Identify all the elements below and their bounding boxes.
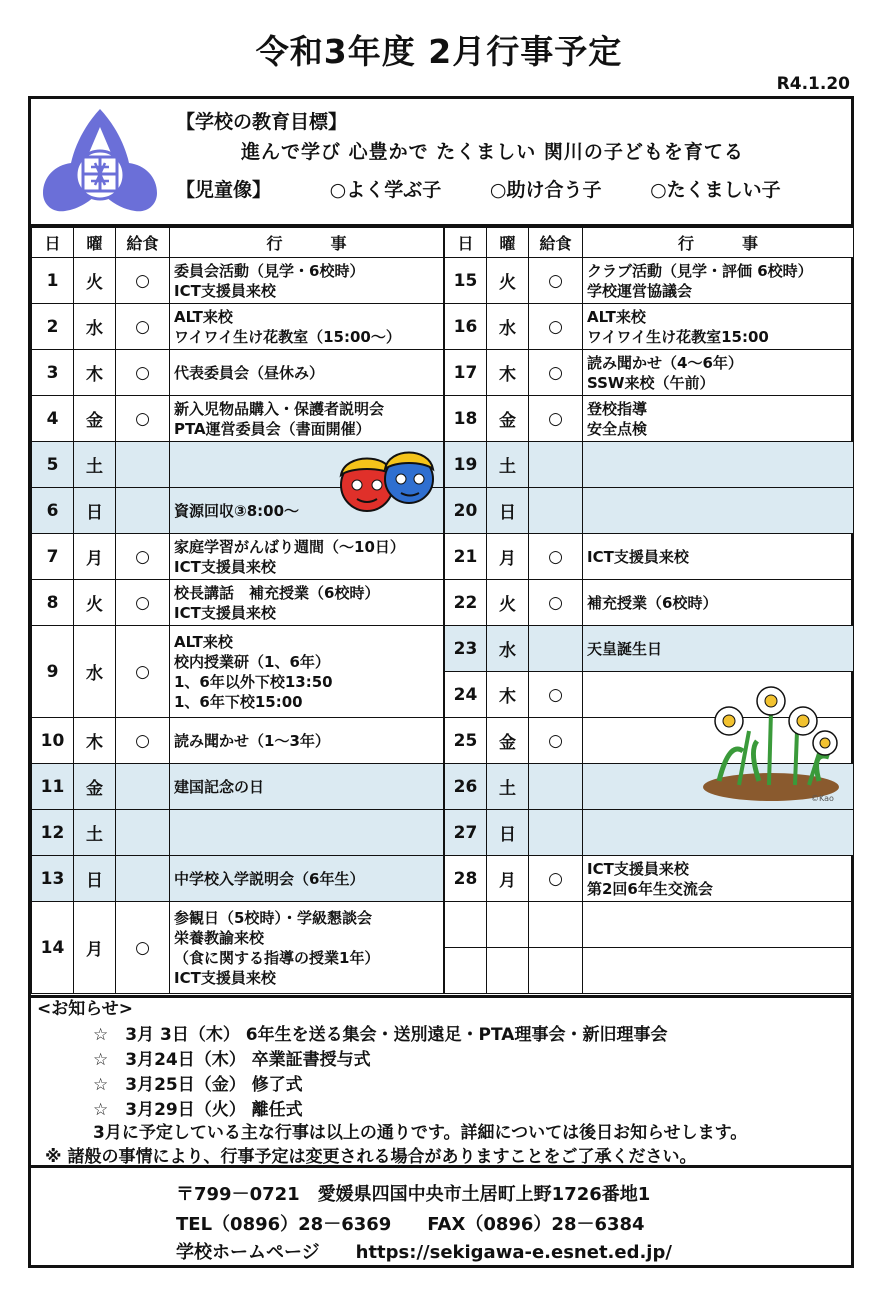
event-line: 委員会活動（見学・6校時）	[174, 261, 365, 280]
lunch-cell: ○	[116, 626, 170, 718]
event-cell	[583, 304, 854, 350]
weekday-cell: 木	[74, 350, 116, 396]
day-cell: 4	[32, 396, 74, 442]
weekday-cell: 水	[74, 626, 116, 718]
weekday-cell: 土	[74, 810, 116, 856]
child-ideal	[176, 175, 781, 202]
event-line: 学校運営協議会	[587, 281, 693, 300]
lunch-cell: ○	[116, 718, 170, 764]
lunch-cell: ○	[529, 580, 583, 626]
event-line: 資源回収③8:00～	[174, 501, 300, 520]
weekday-cell: 月	[74, 534, 116, 580]
event-line: 安全点検	[587, 419, 648, 438]
col-header-day: 日	[32, 228, 74, 258]
school-emblem-icon	[39, 105, 161, 217]
event-line: ICT支援員来校	[174, 557, 276, 576]
day-cell: 1	[32, 258, 74, 304]
lunch-cell: ○	[529, 534, 583, 580]
lunch-cell	[116, 856, 170, 902]
lunch-cell: ○	[529, 350, 583, 396]
event-line: 新入児物品購入・保護者説明会	[174, 399, 385, 418]
weekday-cell: 水	[487, 304, 529, 350]
schedule-row	[32, 396, 444, 442]
day-cell: 28	[445, 856, 487, 902]
school-phone-fax: TEL（0896）28－6369 FAX（0896）28－6384	[176, 1214, 645, 1235]
schedule-row	[32, 856, 444, 902]
col-header-event: 行 事	[170, 228, 444, 258]
event-cell	[170, 810, 444, 856]
event-line: 家庭学習がんばり週間（～10日）	[174, 537, 405, 556]
event-cell	[583, 626, 854, 672]
schedule-frame	[28, 96, 854, 1268]
weekday-cell: 金	[74, 764, 116, 810]
day-cell: 3	[32, 350, 74, 396]
weekday-cell: 金	[487, 396, 529, 442]
col-header-day: 日	[445, 228, 487, 258]
day-cell: 25	[445, 718, 487, 764]
goal-text: 進んで学び 心豊かで たくましい 関川の子どもを育てる	[241, 141, 744, 163]
lunch-cell	[116, 764, 170, 810]
event-cell	[170, 396, 444, 442]
weekday-cell: 金	[487, 718, 529, 764]
event-line: クラブ活動（見学・評価 6校時）	[587, 261, 813, 280]
lunch-cell	[116, 488, 170, 534]
notice-title: <お知らせ>	[37, 999, 133, 1019]
lunch-cell	[529, 488, 583, 534]
lunch-cell: ○	[529, 672, 583, 718]
event-line: 参観日（5校時）・学級懇談会	[174, 908, 372, 927]
notice-section	[31, 995, 851, 1165]
event-line: 建国記念の日	[174, 777, 265, 796]
lunch-cell: ○	[529, 258, 583, 304]
child-item: ○助け合う子	[489, 179, 602, 201]
event-cell	[583, 258, 854, 304]
event-line: ICT支援員来校	[174, 968, 276, 987]
lunch-cell: ○	[116, 304, 170, 350]
day-cell: 12	[32, 810, 74, 856]
event-cell	[583, 396, 854, 442]
schedule-row	[445, 626, 854, 672]
schedule-row	[32, 350, 444, 396]
col-header-event: 行 事	[583, 228, 854, 258]
schedule-row	[32, 626, 444, 718]
event-cell	[170, 902, 444, 994]
day-cell	[445, 948, 487, 994]
day-cell: 17	[445, 350, 487, 396]
schedule-row	[32, 304, 444, 350]
weekday-cell: 月	[74, 902, 116, 994]
event-line: 登校指導	[587, 399, 648, 418]
event-line: 栄養教諭来校	[174, 928, 265, 947]
weekday-cell: 日	[74, 856, 116, 902]
event-line: ICT支援員来校	[587, 547, 689, 566]
event-cell	[170, 718, 444, 764]
lunch-cell: ○	[116, 902, 170, 994]
schedule-table-left	[31, 227, 444, 994]
lunch-cell: ○	[116, 258, 170, 304]
weekday-cell: 火	[487, 258, 529, 304]
event-cell	[583, 856, 854, 902]
lunch-cell: ○	[529, 396, 583, 442]
schedule-row	[445, 488, 854, 534]
lunch-cell	[529, 810, 583, 856]
event-line: ワイワイ生け花教室（15:00～）	[174, 327, 401, 346]
event-cell	[170, 350, 444, 396]
day-cell: 20	[445, 488, 487, 534]
weekday-cell	[487, 902, 529, 948]
lunch-cell	[529, 902, 583, 948]
schedule-table-right	[444, 227, 854, 994]
lunch-cell: ○	[529, 304, 583, 350]
lunch-cell	[116, 810, 170, 856]
weekday-cell: 月	[487, 856, 529, 902]
weekday-cell: 日	[74, 488, 116, 534]
event-cell	[170, 534, 444, 580]
schedule-row	[445, 396, 854, 442]
lunch-cell: ○	[116, 534, 170, 580]
event-cell	[583, 810, 854, 856]
lunch-cell	[529, 948, 583, 994]
event-line: 代表委員会（昼休み）	[174, 363, 325, 382]
weekday-cell: 土	[487, 442, 529, 488]
event-cell	[583, 948, 854, 994]
event-cell	[170, 580, 444, 626]
event-cell	[583, 902, 854, 948]
event-line: ワイワイ生け花教室15:00	[587, 327, 769, 346]
page-title: 令和3年度 2月行事予定	[255, 32, 623, 71]
event-line: 読み聞かせ（1～3年）	[174, 731, 330, 750]
weekday-cell: 火	[74, 258, 116, 304]
day-cell: 8	[32, 580, 74, 626]
education-goals	[31, 99, 851, 227]
schedule-row	[445, 856, 854, 902]
lunch-cell	[529, 764, 583, 810]
schedule-row	[445, 810, 854, 856]
event-cell	[170, 304, 444, 350]
schedule-row	[32, 718, 444, 764]
schedule-row	[32, 810, 444, 856]
event-line: ALT来校	[587, 307, 646, 326]
weekday-cell: 木	[487, 672, 529, 718]
weekday-cell: 土	[487, 764, 529, 810]
schedule-row	[445, 902, 854, 948]
schedule-row	[32, 764, 444, 810]
school-contact-footer	[31, 1165, 851, 1265]
event-cell	[170, 764, 444, 810]
event-line: 天皇誕生日	[587, 639, 663, 658]
day-cell: 13	[32, 856, 74, 902]
lunch-cell	[116, 442, 170, 488]
schedule-row	[32, 902, 444, 994]
event-line: 1、6年下校15:00	[174, 692, 303, 711]
notice-summary: 3月に予定している主な行事は以上の通りです。詳細については後日お知らせします。	[93, 1123, 748, 1143]
weekday-cell: 金	[74, 396, 116, 442]
event-line: 補充授業（6校時）	[587, 593, 718, 612]
col-header-lunch: 給食	[116, 228, 170, 258]
issue-date: R4.1.20	[776, 74, 850, 94]
weekday-cell: 月	[487, 534, 529, 580]
lunch-cell: ○	[116, 350, 170, 396]
child-item: ○たくましい子	[650, 179, 781, 201]
event-line: 1、6年以外下校13:50	[174, 672, 333, 691]
schedule-row	[445, 580, 854, 626]
notice-item: ☆ 3月 3日（木） 6年生を送る集会・送別遠足・PTA理事会・新旧理事会	[93, 1025, 668, 1045]
day-cell: 23	[445, 626, 487, 672]
day-cell: 6	[32, 488, 74, 534]
notice-item: ☆ 3月29日（火） 離任式	[93, 1100, 303, 1120]
weekday-cell: 火	[487, 580, 529, 626]
day-cell: 7	[32, 534, 74, 580]
schedule-row	[32, 580, 444, 626]
event-line: 第2回6年生交流会	[587, 879, 713, 898]
lunch-cell	[529, 442, 583, 488]
weekday-cell: 火	[74, 580, 116, 626]
event-cell	[583, 442, 854, 488]
day-cell: 22	[445, 580, 487, 626]
event-cell	[583, 350, 854, 396]
child-item: ○よく学ぶ子	[329, 179, 442, 201]
school-homepage[interactable]: 学校ホームページ https://sekigawa-e.esnet.ed.jp/	[176, 1242, 672, 1263]
event-line: ALT来校	[174, 307, 233, 326]
day-cell: 5	[32, 442, 74, 488]
col-header-weekday: 曜	[487, 228, 529, 258]
weekday-cell: 日	[487, 488, 529, 534]
day-cell: 10	[32, 718, 74, 764]
weekday-cell	[487, 948, 529, 994]
lunch-cell: ○	[529, 856, 583, 902]
schedule-row	[32, 258, 444, 304]
day-cell: 16	[445, 304, 487, 350]
day-cell: 14	[32, 902, 74, 994]
schedule-row	[445, 350, 854, 396]
illustration-credit: ©Kao	[811, 794, 834, 803]
narcissus-flower-illustration-icon	[699, 681, 845, 805]
event-line: 校長講話 補充授業（6校時）	[174, 583, 380, 602]
event-line: ICT支援員来校	[174, 603, 276, 622]
event-line: SSW来校（午前）	[587, 373, 715, 392]
event-line: 校内授業研（1、6年）	[174, 652, 330, 671]
lunch-cell: ○	[529, 718, 583, 764]
event-line: 読み聞かせ（4～6年）	[587, 353, 743, 372]
lunch-cell	[529, 626, 583, 672]
lunch-cell: ○	[116, 580, 170, 626]
day-cell: 2	[32, 304, 74, 350]
event-line: （食に関する指導の授業1年）	[174, 948, 380, 967]
day-cell: 24	[445, 672, 487, 718]
weekday-cell: 木	[487, 350, 529, 396]
event-line: 中学校入学説明会（6年生）	[174, 869, 365, 888]
col-header-lunch: 給食	[529, 228, 583, 258]
weekday-cell: 水	[74, 304, 116, 350]
event-cell	[583, 580, 854, 626]
schedule-row	[445, 304, 854, 350]
notice-item: ☆ 3月25日（金） 修了式	[93, 1075, 303, 1095]
event-cell	[583, 534, 854, 580]
day-cell: 19	[445, 442, 487, 488]
day-cell: 9	[32, 626, 74, 718]
goal-label: 【学校の教育目標】	[176, 111, 348, 133]
day-cell	[445, 902, 487, 948]
event-cell	[583, 488, 854, 534]
schedule-row	[32, 534, 444, 580]
event-cell	[170, 856, 444, 902]
day-cell: 18	[445, 396, 487, 442]
col-header-weekday: 曜	[74, 228, 116, 258]
schedule-row	[445, 534, 854, 580]
event-line: ALT来校	[174, 632, 233, 651]
day-cell: 27	[445, 810, 487, 856]
lunch-cell: ○	[116, 396, 170, 442]
weekday-cell: 日	[487, 810, 529, 856]
day-cell: 15	[445, 258, 487, 304]
weekday-cell: 水	[487, 626, 529, 672]
event-cell	[170, 626, 444, 718]
notice-warning: ※ 諸般の事情により、行事予定は変更される場合がありますことをご了承ください。	[45, 1147, 697, 1167]
event-line: ICT支援員来校	[587, 859, 689, 878]
day-cell: 11	[32, 764, 74, 810]
school-address: 〒799－0721 愛媛県四国中央市土居町上野1726番地1	[176, 1184, 651, 1205]
oni-masks-illustration-icon	[331, 439, 443, 519]
notice-item: ☆ 3月24日（木） 卒業証書授与式	[93, 1050, 371, 1070]
schedule-row	[445, 948, 854, 994]
event-line: ICT支援員来校	[174, 281, 276, 300]
weekday-cell: 木	[74, 718, 116, 764]
day-cell: 26	[445, 764, 487, 810]
day-cell: 21	[445, 534, 487, 580]
schedule-row	[445, 442, 854, 488]
event-cell	[170, 258, 444, 304]
event-line: PTA運営委員会（書面開催）	[174, 419, 371, 438]
child-label: 【児童像】	[176, 179, 272, 201]
schedule-row	[445, 258, 854, 304]
weekday-cell: 土	[74, 442, 116, 488]
